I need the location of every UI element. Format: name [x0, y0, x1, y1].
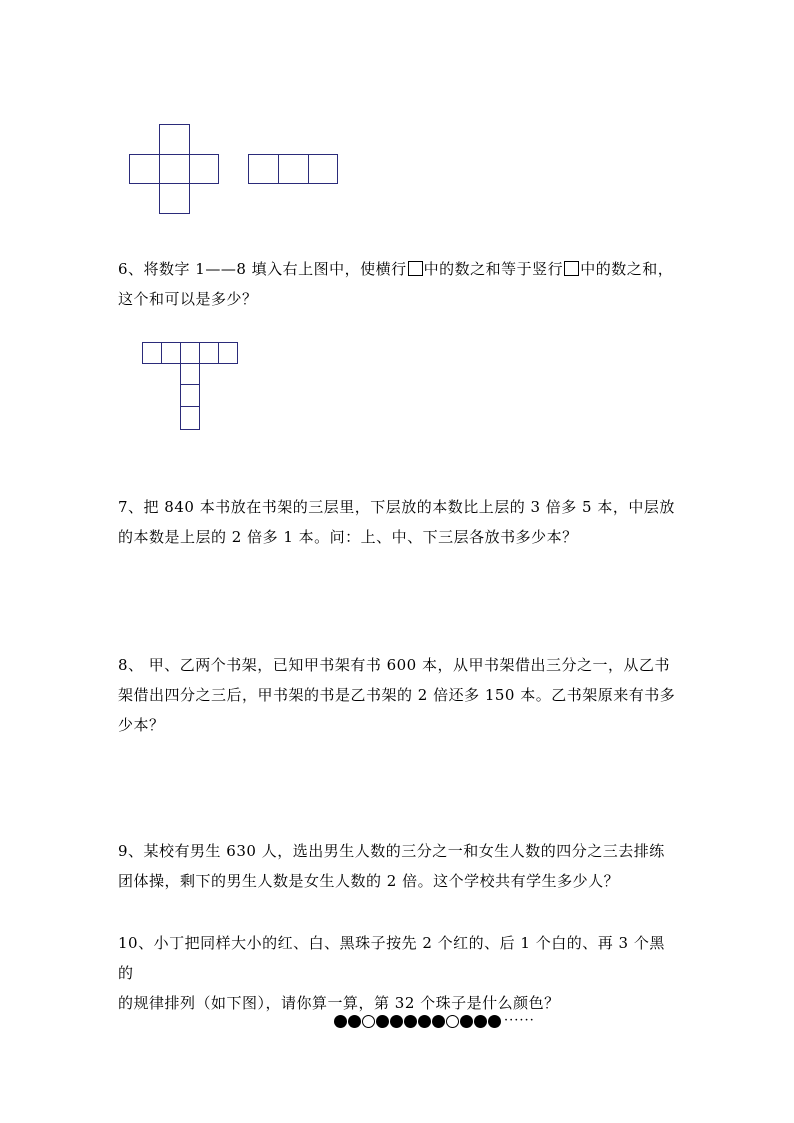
grid-cell [308, 154, 338, 184]
question-8-line-2: 架借出四分之三后，甲书架的书是乙书架的 2 倍还多 150 本。乙书架原来有书多 [118, 686, 676, 704]
grid-cell [248, 154, 279, 184]
black-bead-icon [404, 1015, 417, 1028]
grid-cell [218, 342, 238, 364]
grid-cell [161, 342, 181, 364]
bead-ellipsis: ······ [504, 1013, 535, 1028]
grid-cell [180, 363, 200, 385]
black-bead-icon [460, 1015, 473, 1028]
grid-cell [199, 342, 219, 364]
question-10-line-2: 的规律排列（如下图），请你算一算，第 32 个珠子是什么颜色？ [118, 994, 560, 1012]
black-bead-icon [488, 1015, 501, 1028]
square-box-icon [564, 261, 579, 276]
grid-cell [129, 154, 160, 184]
question-6-line-1 [118, 254, 678, 284]
question-7-line-1: 7、把 840 本书放在书架的三层里，下层放的本数比上层的 3 倍多 5 本，中层放 [118, 498, 675, 516]
question-6-line-2: 这个和可以是多少？ [118, 290, 258, 308]
black-bead-icon [348, 1015, 361, 1028]
black-bead-icon [376, 1015, 389, 1028]
bead-sequence [334, 1013, 535, 1029]
grid-cell [159, 154, 190, 184]
grid-cell [180, 342, 200, 364]
question-6 [118, 254, 678, 314]
q6-text-c: 中的数之和， [580, 260, 674, 278]
square-box-icon [408, 261, 423, 276]
question-9-line-1: 9、某校有男生 630 人，选出男生人数的三分之一和女生人数的四分之三去排练 [118, 842, 665, 860]
question-10 [118, 928, 678, 1018]
grid-cell [142, 342, 162, 364]
question-8-line-3: 少本？ [118, 716, 165, 734]
question-7-line-2: 的本数是上层的 2 倍多 1 本。问：上、中、下三层各放书多少本？ [118, 528, 578, 546]
question-7 [118, 492, 678, 552]
grid-cell [159, 124, 190, 155]
question-8 [118, 650, 678, 740]
grid-cell [180, 384, 200, 407]
question-9-line-2: 团体操，剩下的男生人数是女生人数的 2 倍。这个学校共有学生多少人？ [118, 872, 620, 890]
grid-cell [189, 154, 219, 184]
black-bead-icon [474, 1015, 487, 1028]
black-bead-icon [418, 1015, 431, 1028]
grid-cell [159, 183, 190, 214]
black-bead-icon [432, 1015, 445, 1028]
question-9 [118, 836, 678, 896]
q6-text-a: 6、将数字 1——8 填入右上图中，使横行 [118, 260, 407, 278]
white-bead-icon [446, 1015, 459, 1028]
grid-cell [180, 406, 200, 430]
black-bead-icon [390, 1015, 403, 1028]
black-bead-icon [334, 1015, 347, 1028]
grid-cell [278, 154, 309, 184]
question-8-line-1: 8、 甲、乙两个书架，已知甲书架有书 600 本，从甲书架借出三分之一，从乙书 [118, 656, 670, 674]
q6-text-b: 中的数之和等于竖行 [423, 260, 564, 278]
question-10-line-1: 10、小丁把同样大小的红、白、黑珠子按先 2 个红的、后 1 个白的、再 3 个黑的 [118, 934, 665, 982]
white-bead-icon [362, 1015, 375, 1028]
